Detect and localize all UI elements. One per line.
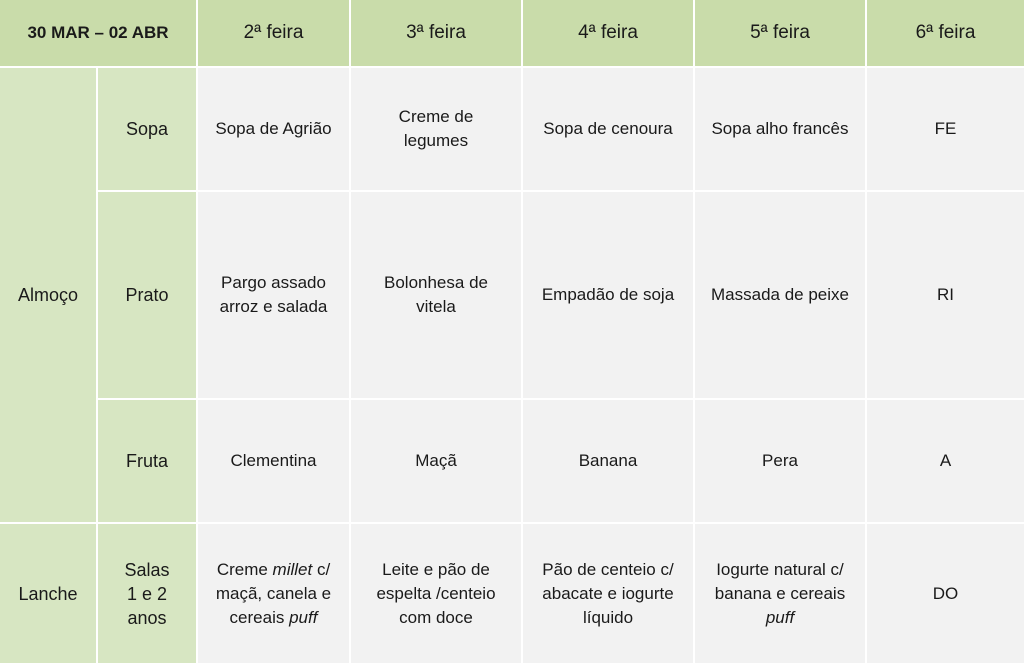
prato-friday: RI [867, 192, 1024, 398]
lanche-monday-line: Creme millet c/ [216, 559, 331, 579]
fruta-wednesday: Banana [523, 400, 693, 522]
prato-tuesday: Bolonhesa de vitela [351, 192, 521, 398]
lanche-thursday-line [715, 606, 845, 630]
sopa-friday: FE [867, 68, 1024, 190]
day-header-tuesday: 3ª feira [351, 0, 521, 66]
lanche-thursday-italic: puff [765, 607, 795, 627]
lanche-wednesday [523, 524, 693, 663]
row-label-salas [98, 524, 196, 663]
lanche-thursday [695, 524, 865, 663]
lanche-monday-line: cereais puff [229, 607, 318, 627]
day-header-thursday: 5ª feira [695, 0, 865, 66]
fruta-thursday: Pera [695, 400, 865, 522]
row-label-fruta: Fruta [98, 400, 196, 522]
prato-monday: Pargo assado arroz e salada [198, 192, 349, 398]
lanche-tuesday-line: espelta /centeio [376, 583, 496, 603]
sopa-tuesday: Creme de legumes [351, 68, 521, 190]
fruta-monday: Clementina [198, 400, 349, 522]
lanche-wednesday-line: abacate e iogurte [542, 583, 674, 603]
lanche-monday [198, 524, 349, 663]
group-label-almoco: Almoço [0, 68, 96, 522]
row-label-prato: Prato [98, 192, 196, 398]
row-label-sopa: Sopa [98, 68, 196, 190]
sopa-thursday: Sopa alho francês [695, 68, 865, 190]
day-header-monday: 2ª feira [198, 0, 349, 66]
lanche-thursday-line: banana e cereais [714, 583, 846, 603]
salas-label-line: 1 e 2 [126, 583, 168, 604]
lanche-friday: DO [867, 524, 1024, 663]
prato-wednesday: Empadão de soja [523, 192, 693, 398]
day-header-wednesday: 4ª feira [523, 0, 693, 66]
date-range-header: 30 MAR – 02 ABR [0, 0, 196, 66]
lanche-monday-italic: millet [272, 559, 313, 579]
sopa-monday: Sopa de Agrião [198, 68, 349, 190]
fruta-friday: A [867, 400, 1024, 522]
sopa-wednesday: Sopa de cenoura [523, 68, 693, 190]
lanche-thursday-line: Iogurte natural c/ [716, 559, 844, 579]
lanche-wednesday-line: líquido [582, 607, 634, 627]
salas-label-line: Salas [124, 559, 170, 580]
fruta-tuesday: Maçã [351, 400, 521, 522]
lanche-tuesday-line: Leite e pão de [382, 559, 490, 579]
lanche-tuesday [351, 524, 521, 663]
salas-label-line: anos [127, 607, 167, 628]
group-label-lanche: Lanche [0, 524, 96, 663]
lanche-tuesday-line: com doce [399, 607, 473, 627]
lanche-wednesday-line: Pão de centeio c/ [542, 559, 674, 579]
lanche-monday-line: maçã, canela e [215, 583, 332, 603]
lanche-monday-italic: puff [289, 607, 318, 627]
day-header-friday: 6ª feira [867, 0, 1024, 66]
prato-thursday: Massada de peixe [695, 192, 865, 398]
